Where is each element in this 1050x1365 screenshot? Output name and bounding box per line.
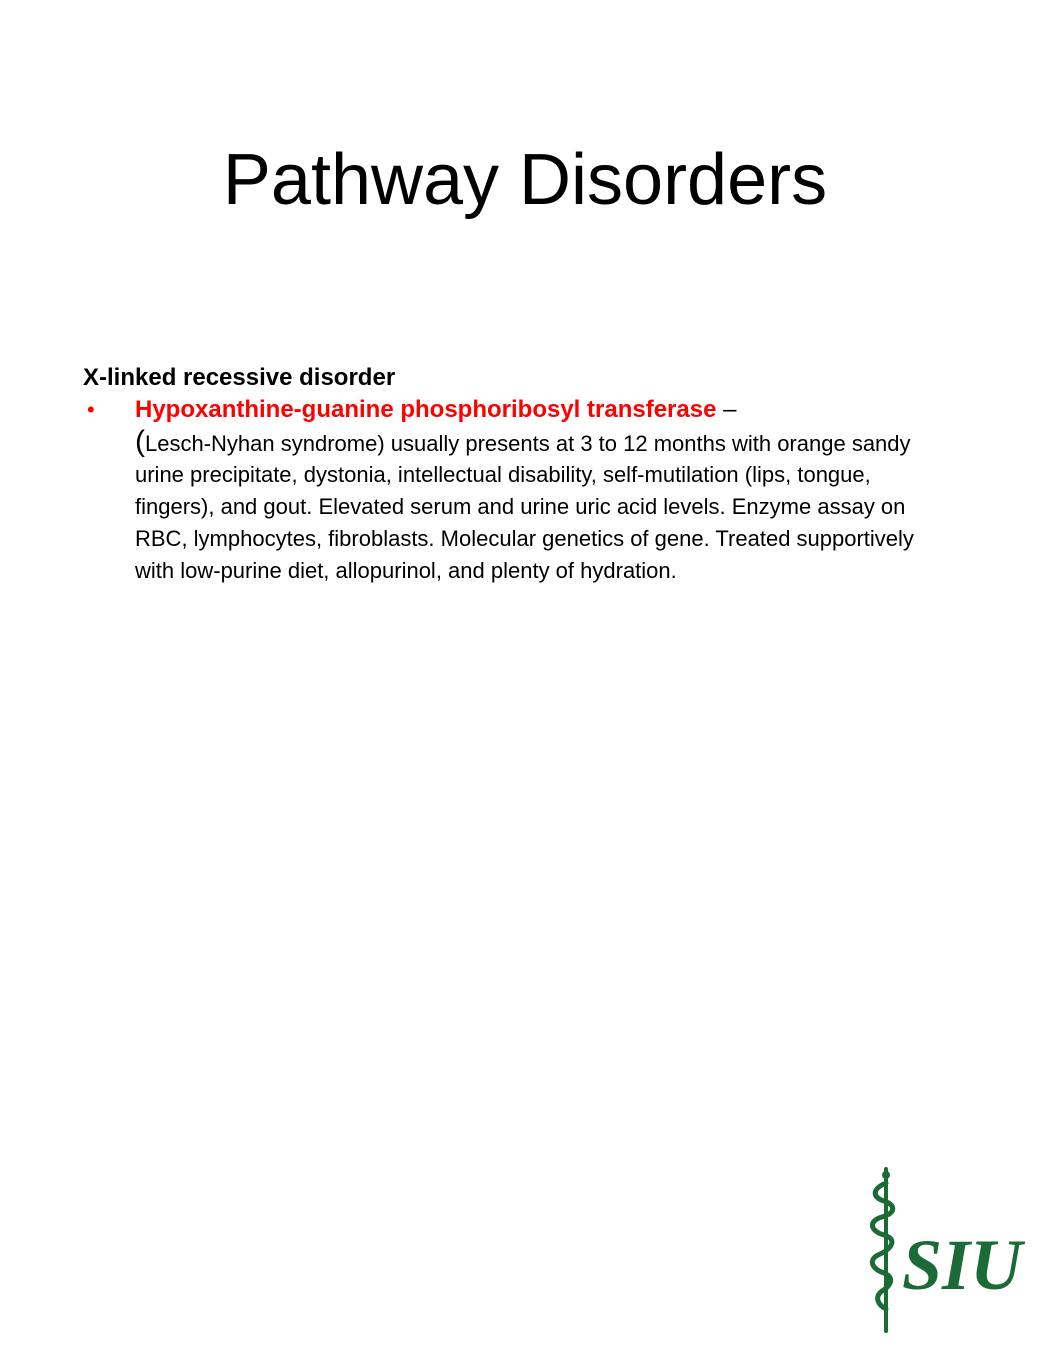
staff-serpent-icon — [872, 1169, 892, 1331]
section-heading: X-linked recessive disorder — [83, 364, 396, 391]
bullet-item — [83, 394, 923, 586]
open-paren: ( — [135, 424, 145, 458]
slide-content — [83, 362, 923, 586]
enzyme-name: Hypoxanthine-guanine phosphoribosyl transferase — [135, 396, 717, 423]
bullet-marker: • — [87, 397, 95, 422]
logo-text: SIU — [902, 1225, 1023, 1305]
bullet-description: Lesch-Nyhan syndrome) usually presents at 3 to 12 months with orange sandy urine precipitate, dystonia, intellectual disability, self-mutilation (lips, tongue, fingers), and gout. Elevated serum and urine uric acid levels. Enzyme assay on RBC, lymphocytes, fibroblasts. Molecular genetics of gene. Treated supportively with low-purine diet, allopurinol, and plenty of hydration. — [135, 430, 914, 583]
bullet-dash: – — [716, 396, 737, 423]
slide-title: Pathway Disorders — [222, 140, 828, 220]
siu-logo — [862, 1165, 1023, 1335]
